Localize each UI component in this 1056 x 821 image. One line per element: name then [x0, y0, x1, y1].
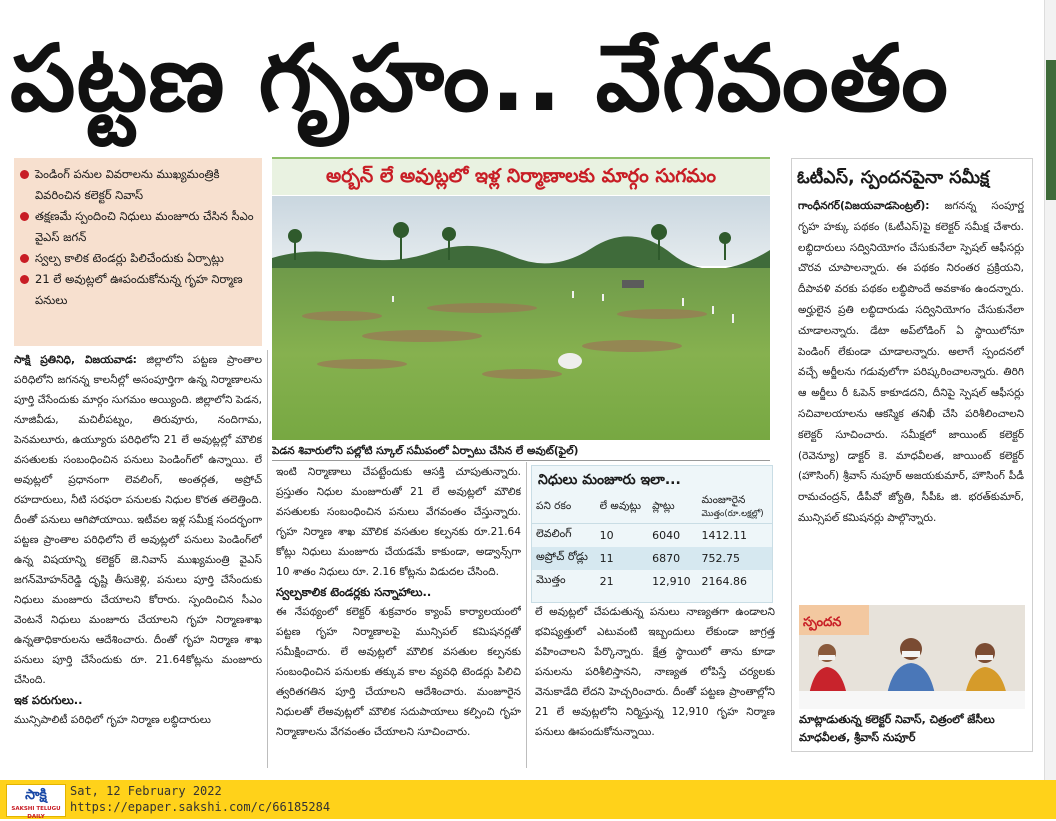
side-story-title: ఓటీఎస్, స్పందనపైనా సమీక్ష: [797, 168, 990, 188]
sakshi-logo: సాక్షి SAKSHI TELUGU DAILY: [6, 784, 66, 817]
meeting-photo: [799, 605, 1025, 709]
dateline: గాంధీనగర్(విజయవాడసెంట్రల్):: [798, 200, 930, 212]
table-header: పని రకం: [532, 492, 596, 524]
article-column-2: [276, 462, 521, 768]
bullet-icon: [20, 212, 29, 221]
highlight-item: స్వల్ప కాలిక టెండర్లు పిలిచేందుకు ఏర్పాట్లు: [20, 248, 256, 269]
funds-table-box: [531, 465, 773, 603]
meeting-photo-caption: మాట్లాడుతున్న కలెక్టర్ నివాస్, చిత్రంలో జేసీలు మాధవీలత, శ్రీవాస్ నుపూర్: [799, 713, 995, 744]
funds-table: [532, 492, 772, 593]
highlight-item: పెండింగ్ పనుల వివరాలను ముఖ్యమంత్రికి వివరించిన కలెక్టర్ నివాస్: [20, 164, 256, 206]
subheading: స్వల్పకాలిక టెండర్లకు సన్నాహాలు..: [276, 585, 432, 599]
column-divider: [267, 350, 268, 768]
table-header-row: [532, 492, 772, 524]
photo-caption: పెడన శివారులోని పల్లోటి స్కూల్ సమీపంలో ఏర్పాటు చేసిన లే అవుట్(ఫైల్): [272, 442, 770, 461]
dateline: సాక్షి ప్రతినిధి, విజయవాడ:: [14, 354, 137, 366]
paragraph: ఈ నేపథ్యంలో కలెక్టర్ శుక్రవారం క్యాంప్ కార్యాలయంలో పట్టణ గృహ నిర్మాణాలపై మున్సిపల్ కమిషనర్లతో సమీక్షించారు. లే అవుట్లలో మౌలిక వసతుల కల్పనకు సంబంధించిన పనులకు తక్కువ కాల వ్యవధి టెండర్లు పిలిచి త్వరితగతిన పూర్తి చేయాలని ఆదేశించారు. మంజూరైన నిధులతో లేఅవుట్లలో మౌలిక సదుపాయాలు కల్పించి గృహ నిర్మాణాలను వేగవంతం చేయాలని సూచించారు.: [276, 606, 521, 738]
table-row: అప్రోచ్ రోడ్లు 11 6870 752.75: [532, 547, 772, 570]
highlights-box: [14, 158, 262, 346]
epaper-url[interactable]: https://epaper.sakshi.com/c/66185284: [70, 800, 331, 814]
table-header: మంజూరైన మొత్తం(రూ.లక్షల్లో): [698, 492, 773, 524]
table-title: నిధులు మంజూరు ఇలా...: [538, 472, 681, 488]
side-story-body: [798, 196, 1024, 598]
adjacent-page-photo: [1046, 60, 1056, 200]
paragraph: ఇంటి నిర్మాణాలు చేపట్టేందుకు ఆసక్తి చూపుతున్నారు. ప్రస్తుతం నిధుల మంజూరుతో 21 లే అవుట్లలో మౌలిక వసతులకు సంబంధించిన పనులు వేగవంతం చేస్తున్నారు. గృహ నిర్మాణ శాఖ మౌలిక వసతుల కల్పనకు రూ.21.64 కోట్లు నిధులు మంజూరు చేయడమే కాకుండా, అడ్వాన్స్‌గా 10 శాతం నిధులు రూ. 2.16 కోట్లను విడుదల చేసింది.: [276, 466, 521, 578]
table-header: లే అవుట్లు: [596, 492, 648, 524]
bullet-icon: [20, 254, 29, 263]
highlight-item: 21 లే అవుట్లలో ఊపందుకోనున్న గృహ నిర్మాణ పనులు: [20, 269, 256, 311]
bullet-icon: [20, 275, 29, 284]
paragraph: మున్సిపాలిటీ పరిధిలో గృహ నిర్మాణ లబ్ధిదారులు: [14, 714, 211, 726]
highlight-item: తక్షణమే స్పందించి నిధులు మంజూరు చేసిన సీఎం వైఎస్ జగన్: [20, 206, 256, 248]
article-column-3: [535, 602, 775, 768]
photo-headline: అర్బన్ లే అవుట్లలో ఇళ్ల నిర్మాణాలకు మార్గం సుగమం: [272, 157, 770, 195]
paragraph: జగనన్న సంపూర్ణ గృహ హక్కు పథకం (ఓటీఎస్)పై కలెక్టర్ సమీక్ష చేశారు. లబ్ధిదారులు సద్వినియోగం చేసుకునేలా స్పెషల్ ఆఫీసర్లు చొరవ చూపాలన్నారు. ఈ పథకం నిరంతర ప్రక్రియని, దీపావళి వరకు పథకం లబ్ధిపొందే అవకాశం ఉందన్నారు. అర్హులైన ప్రతి లబ్ధిదారుడు సద్వినియోగం చేసుకునేలా చూడాలన్నారు. డేటా అప్‌లోడింగ్ ఏ స్థాయిలోనూ పెండింగ్ లేకుండా చూడాలన్నారు. అలాగే స్పందనలో వచ్చే అర్జీలను గడువులోగా పరిష్కరించాలన్నారు. తిరిగి ఆ అర్జీలు రీ ఓపెన్ కాకూడదని, దీనిపై స్పెషల్ ఆఫీసర్లు సచివాలయాలను ఆకస్మిక తనిఖీ చేసి పరిశీలించాలని కలెక్టర్ సూచించారు. సమీక్షలో జాయింట్ కలెక్టర్ (రెవెన్యూ) డాక్టర్ కె. మాధవీలత, జాయింట్ కలెక్టర్ (హౌసింగ్) శ్రీవాస్ నుపూర్ అజయకుమార్, హౌసింగ్ పీడీ రామచంద్రన్, డీపీవో జ్యోతి, సీపీఓ జి. భరత్‌కుమార్, మున్సిపల్ కమిషనర్లు పాల్గొన్నారు.: [798, 200, 1024, 524]
paragraph: జిల్లాలోని పట్టణ ప్రాంతాల పరిధిలోని జగనన్న కాలనీల్లో అసంపూర్తిగా ఉన్న నిర్మాణాలను పూర్తి చేసేందుకు మార్గం సుగమం అయ్యింది. జిల్లాలోని పెడన, నూజివీడు, మచిలీపట్నం, తిరువూరు, నందిగామ, పెనమలూరు, ఉయ్యూరు పరిధిలోని 21 లే అవుట్లల్లో మౌలిక వసతులకు సంబంధించిన పనులు పెండింగ్‌లో ఉన్నాయి. లే అవుట్లలో ప్రధానంగా లెవలింగ్, అంతర్గత, అప్రోచ్ రహదారులు, నీటి సరఫరా పనులకు నిధుల కొరత తలెత్తింది. దీంతో పనులు ఆగిపోయాయి. ఇటీవల ఇళ్ల సమీక్ష సందర్భంగా పట్టణ ప్రాంతాల పరిధిలోని లే అవుట్లలో పనులు పెండింగ్‌లో ఉన్న విషయాన్ని కలెక్టర్ జె.నివాస్ ముఖ్యమంత్రి వైఎస్ జగన్‌మోహన్‌రెడ్డి దృష్టి తీసుకెళ్లి, పనులు పూర్తి చేసేందుకు నిధులు మంజూరు చేయాలని కోరారు. స్పందించిన సీఎం వెంటనే నిధులు మంజూరు చేయాలని గృహ నిర్మాణశాఖ ఉన్నతాధికారులను ఆదేశించారు. దీంతో గృహ నిర్మాణ శాఖ పనులు పూర్తి చేసేందుకు రూ. 21.64కోట్లను మంజూరు చేసింది.: [14, 354, 262, 686]
photo-banner-text: స్పందన: [803, 615, 842, 630]
layout-field-photo: [272, 196, 770, 440]
subheading: ఇక పరుగులు..: [14, 693, 83, 707]
article-column-1: [14, 350, 262, 768]
paragraph: లే అవుట్లలో చేపడుతున్న పనులు నాణ్యతగా ఉండాలని భవిష్యత్తులో ఎటువంటి ఇబ్బందులు లేకుండా జాగ్రత్త వహించాలని పేర్కొన్నారు. క్షేత్ర స్థాయిలో తాను కూడా పనులను పరిశీలిస్తానని, నాణ్యత లోపిస్తే చర్యలకు వెనుకాడేది లేదని హెచ్చరించారు. దీంతో పట్టణ ప్రాంతాల్లోని 21 లే అవుట్లలోని నిర్మిస్తున్న 12,910 గృహ నిర్మాణ పనులు ఊపందుకోనున్నాయి.: [535, 606, 775, 738]
headline: పట్టణ గృహం.. వేగవంతం: [10, 25, 949, 132]
bullet-icon: [20, 170, 29, 179]
edition-date: Sat, 12 February 2022: [70, 784, 222, 798]
table-row: లెవలింగ్ 10 6040 1412.11: [536, 527, 747, 542]
table-total-row: మొత్తం 21 12,910 2164.86: [536, 573, 747, 588]
table-header: ప్లాట్లు: [648, 492, 697, 524]
column-divider: [526, 462, 527, 768]
